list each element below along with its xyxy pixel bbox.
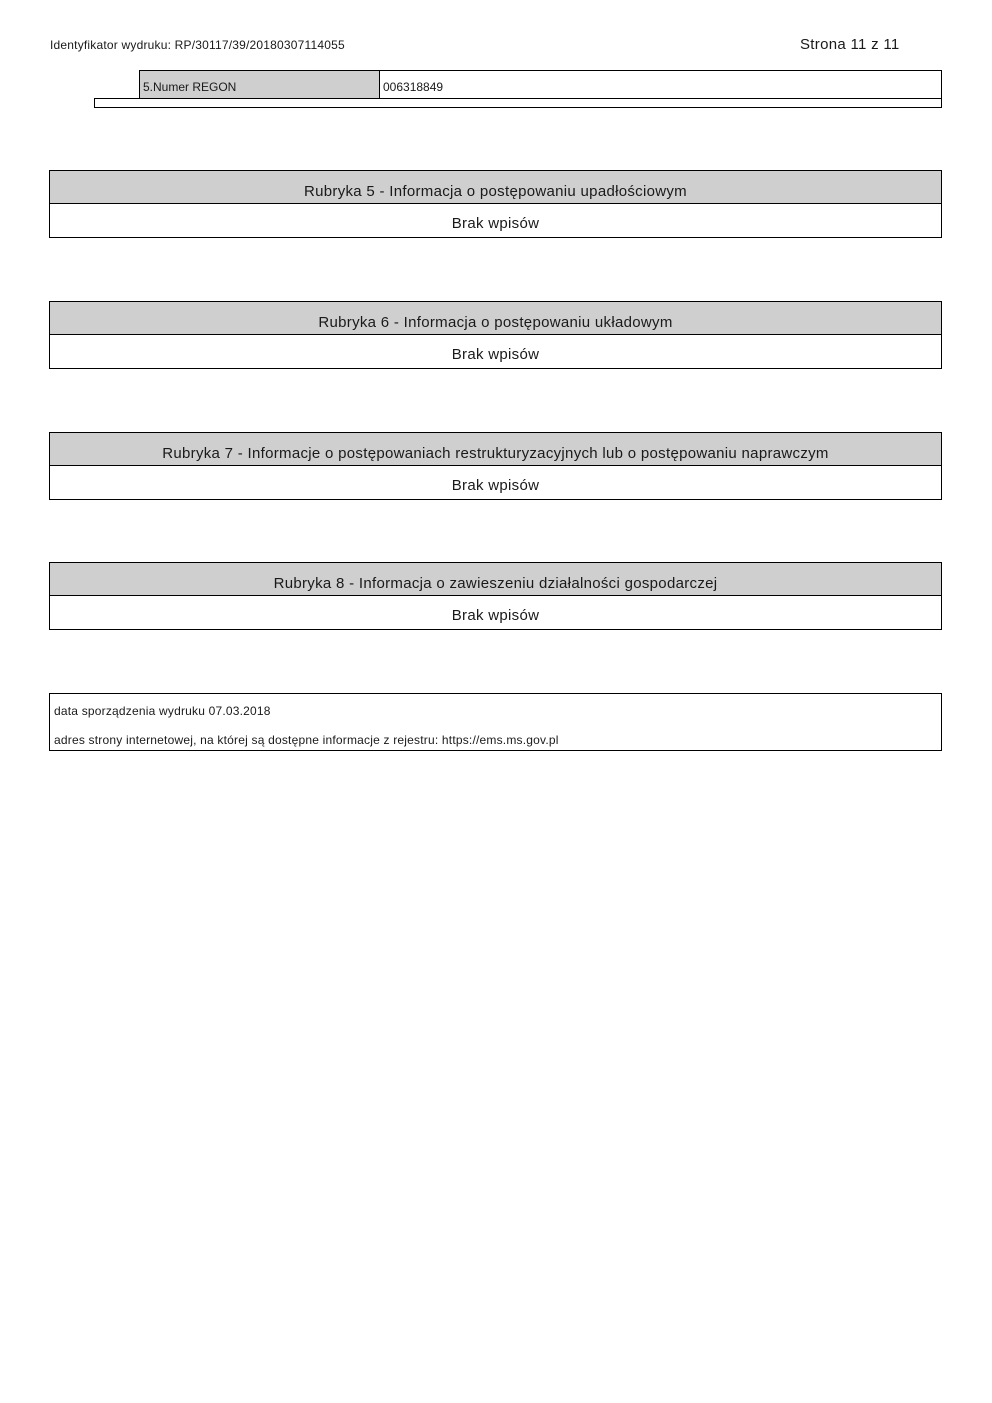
section-title: Rubryka 6 - Informacja o postępowaniu układowym <box>50 302 941 335</box>
regon-row <box>139 70 942 99</box>
section-body: Brak wpisów <box>451 607 540 624</box>
section-rubryka-6 <box>49 301 942 369</box>
section-rubryka-8 <box>49 562 942 630</box>
page-number: Strona 11 z 11 <box>800 36 900 53</box>
section-title: Rubryka 5 - Informacja o postępowaniu upadłościowym <box>50 171 941 204</box>
print-identifier: Identyfikator wydruku: RP/30117/39/20180307114055 <box>50 38 345 52</box>
section-title: Rubryka 7 - Informacje o postępowaniach restrukturyzacyjnych lub o postępowaniu naprawczym <box>50 433 941 466</box>
print-date: data sporządzenia wydruku 07.03.2018 <box>54 704 271 718</box>
table-closing-border <box>94 98 942 108</box>
registry-url: adres strony internetowej, na której są dostępne informacje z rejestru: https://ems.ms.gov.pl <box>54 733 559 747</box>
section-body: Brak wpisów <box>451 477 540 494</box>
section-body: Brak wpisów <box>451 346 540 363</box>
regon-label: 5.Numer REGON <box>140 71 380 98</box>
section-rubryka-7 <box>49 432 942 500</box>
section-body: Brak wpisów <box>451 215 540 232</box>
print-footer <box>49 693 942 751</box>
section-title: Rubryka 8 - Informacja o zawieszeniu działalności gospodarczej <box>50 563 941 596</box>
section-rubryka-5 <box>49 170 942 238</box>
regon-value: 006318849 <box>383 80 444 94</box>
